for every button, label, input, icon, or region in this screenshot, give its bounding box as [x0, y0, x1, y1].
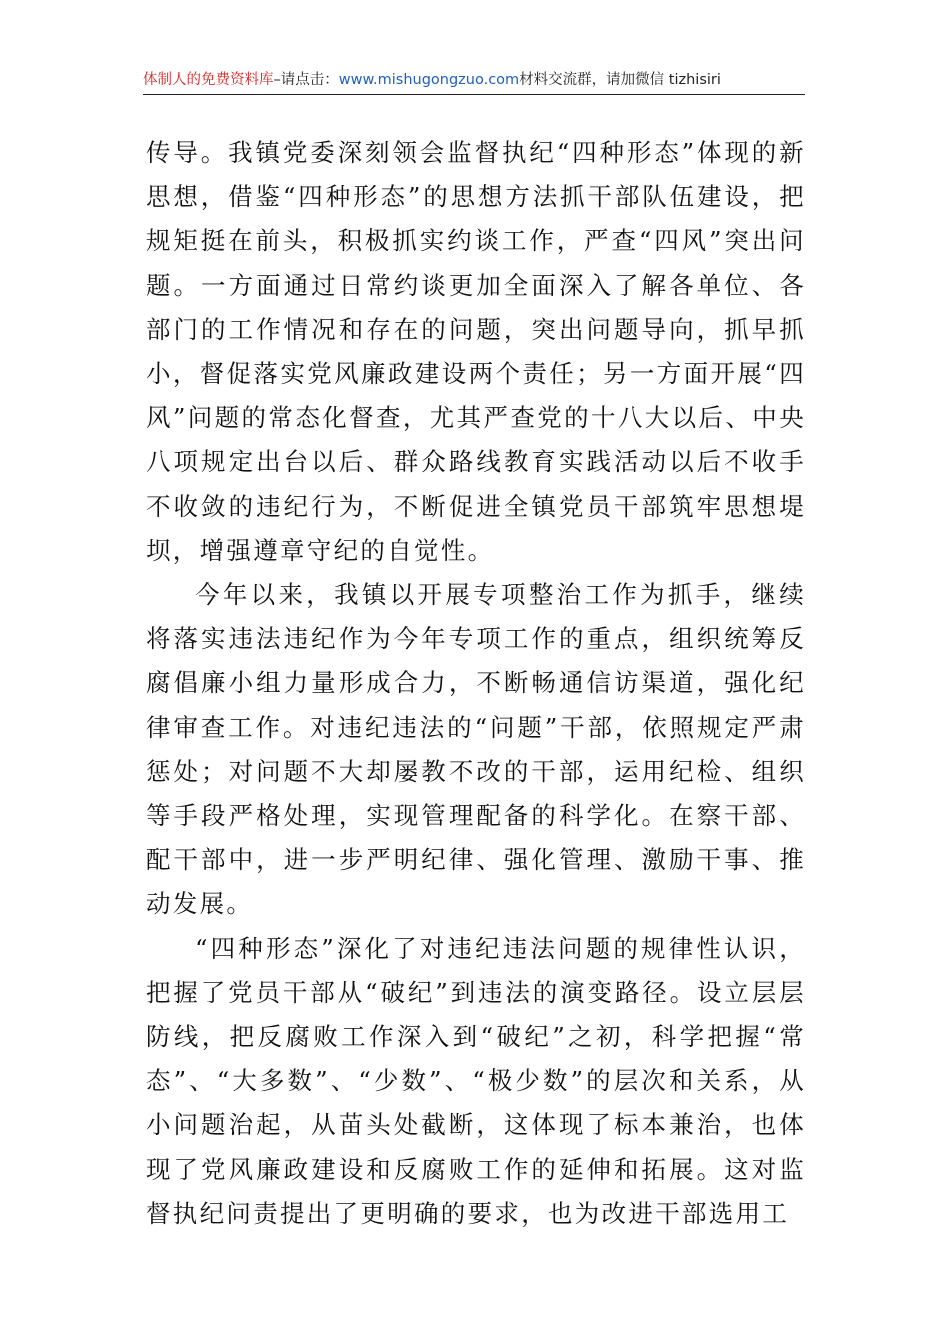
page-header: [143, 68, 805, 95]
header-prompt: –请点击：: [273, 72, 339, 88]
header-url-link[interactable]: www.mishugongzuo.com: [338, 72, 520, 88]
header-site-name: 体制人的免费资料库: [143, 72, 274, 88]
paragraph-1: 传导。我镇党委深刻领会监督执纪“四种形态”体现的新思想，借鉴“四种形态”的思想方法抓干部队伍建设，把规矩挺在前头，积极抓实约谈工作，严查“四风”突出问题。一方面通过日常约谈更加全面深入了解各单位、各部门的工作情况和存在的问题，突出问题导向，抓早抓小，督促落实党风廉政建设两个责任；另一方面开展“四风”问题的常态化督查，尤其严查党的十八大以后、中央八项规定出台以后、群众路线教育实践活动以后不收手不收敛的违纪行为，不断促进全镇党员干部筑牢思想堤坝，增强遵章守纪的自觉性。: [146, 138, 806, 565]
paragraph-3: “四种形态”深化了对违纪违法问题的规律性认识，把握了党员干部从“破纪”到违法的演变路径。设立层层防线，把反腐败工作深入到“破纪”之初，科学把握“常态”、“大多数”、“少数”、“极少数”的层次和关系，从小问题治起，从苗头处截断，这体现了标本兼治，也体现了党风廉政建设和反腐败工作的延伸和拓展。这对监督执纪问责提出了更明确的要求，也为改进干部选用工: [146, 933, 806, 1228]
header-contact: 材料交流群，请加微信 tizhisiri: [519, 72, 721, 88]
paragraph-2: 今年以来，我镇以开展专项整治工作为抓手，继续将落实违法违纪作为今年专项工作的重点，组织统筹反腐倡廉小组力量形成合力，不断畅通信访渠道，强化纪律审查工作。对违纪违法的“问题”干部，依照规定严肃惩处；对问题不大却屡教不改的干部，运用纪检、组织等手段严格处理，实现管理配备的科学化。在察干部、配干部中，进一步严明纪律、强化管理、激励干事、推动发展。: [146, 580, 806, 919]
document-body: [146, 131, 806, 1236]
